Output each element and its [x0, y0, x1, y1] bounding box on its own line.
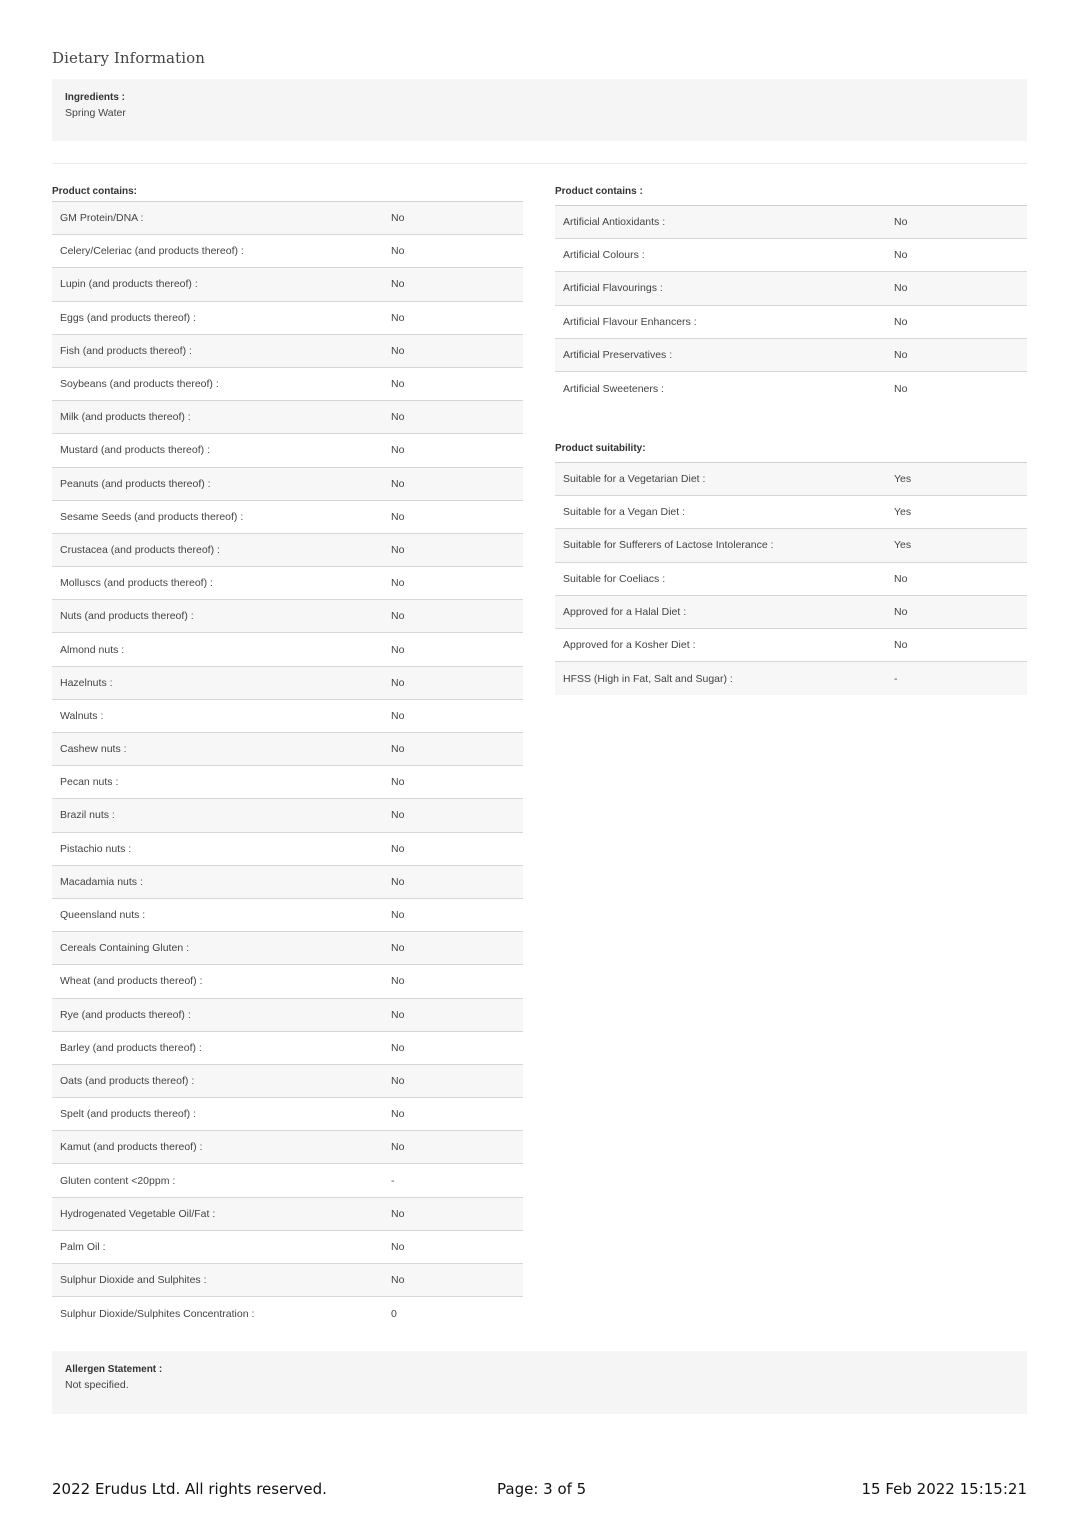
table-row [52, 600, 523, 633]
table-row [52, 1297, 523, 1330]
table-row [52, 633, 523, 666]
row-value: No [391, 809, 405, 822]
table-row [52, 866, 523, 899]
row-name: Artificial Antioxidants : [563, 216, 666, 229]
table-row [52, 999, 523, 1032]
row-value: No [894, 216, 908, 229]
row-name: Oats (and products thereof) : [60, 1074, 195, 1087]
table-row [52, 202, 523, 235]
row-name: Eggs (and products thereof) : [60, 311, 196, 324]
row-value: No [391, 676, 405, 689]
ingredients-label: Ingredients : [65, 92, 126, 103]
row-name: Hydrogenated Vegetable Oil/Fat : [60, 1207, 216, 1220]
table-row [555, 339, 1027, 372]
page-title: Dietary Information [52, 49, 206, 67]
table-row [52, 235, 523, 268]
row-name: Suitable for a Vegetarian Diet : [563, 473, 706, 486]
ingredients-box [52, 79, 1027, 141]
row-value: No [894, 315, 908, 328]
row-value: No [391, 643, 405, 656]
row-value: No [391, 1141, 405, 1154]
row-name: Crustacea (and products thereof) : [60, 543, 220, 556]
footer-timestamp: 15 Feb 2022 15:15:21 [861, 1480, 1027, 1498]
row-value: Yes [894, 473, 912, 486]
row-value: Yes [894, 506, 912, 519]
table-row [52, 1065, 523, 1098]
table-row [555, 463, 1027, 496]
row-value: Yes [894, 539, 912, 552]
row-value: - [894, 672, 898, 685]
row-value: No [391, 842, 405, 855]
suitability-label: Product suitability: [555, 443, 646, 454]
row-value: No [391, 477, 405, 490]
row-value: No [391, 1008, 405, 1021]
row-value: No [391, 1108, 405, 1121]
row-name: Soybeans (and products thereof) : [60, 378, 219, 391]
row-name: Celery/Celeriac (and products thereof) : [60, 245, 244, 258]
table-row [52, 1198, 523, 1231]
table-row [52, 368, 523, 401]
row-name: Sesame Seeds (and products thereof) : [60, 510, 244, 523]
footer-copyright: 2022 Erudus Ltd. All rights reserved. [52, 1480, 327, 1498]
table-row [52, 401, 523, 434]
row-value: No [391, 411, 405, 424]
table-row [52, 1131, 523, 1164]
row-name: Suitable for Sufferers of Lactose Intolerance : [563, 539, 774, 552]
table-row [555, 306, 1027, 339]
row-value: No [894, 348, 908, 361]
ingredients-value: Spring Water [65, 107, 126, 119]
row-name: Suitable for a Vegan Diet : [563, 506, 685, 519]
table-row [52, 733, 523, 766]
row-name: Queensland nuts : [60, 909, 146, 922]
table-row [555, 372, 1027, 405]
table-row [52, 302, 523, 335]
row-value: No [391, 610, 405, 623]
row-value: No [391, 909, 405, 922]
row-name: Pistachio nuts : [60, 842, 132, 855]
row-name: Wheat (and products thereof) : [60, 975, 203, 988]
row-name: Suitable for Coeliacs : [563, 572, 666, 585]
row-value: No [391, 875, 405, 888]
table-row [52, 799, 523, 832]
row-value: No [391, 212, 405, 225]
row-value: No [391, 1274, 405, 1287]
table-row [52, 468, 523, 501]
row-value: No [391, 776, 405, 789]
row-name: Mustard (and products thereof) : [60, 444, 210, 457]
row-name: Sulphur Dioxide and Sulphites : [60, 1274, 207, 1287]
row-value: No [391, 577, 405, 590]
table-row [52, 335, 523, 368]
table-row [52, 899, 523, 932]
row-name: Molluscs (and products thereof) : [60, 577, 213, 590]
row-value: No [391, 942, 405, 955]
row-name: Cereals Containing Gluten : [60, 942, 189, 955]
table-row [52, 1264, 523, 1297]
row-name: Lupin (and products thereof) : [60, 278, 198, 291]
table-row [555, 662, 1027, 695]
row-value: No [391, 378, 405, 391]
row-name: Macadamia nuts : [60, 875, 143, 888]
row-name: Barley (and products thereof) : [60, 1041, 202, 1054]
table-row [52, 434, 523, 467]
table-row [555, 206, 1027, 239]
row-name: Rye (and products thereof) : [60, 1008, 191, 1021]
row-value: No [391, 1041, 405, 1054]
section-divider [52, 163, 1027, 164]
table-row [52, 1231, 523, 1264]
row-name: Brazil nuts : [60, 809, 115, 822]
table-row [555, 563, 1027, 596]
row-name: Peanuts (and products thereof) : [60, 477, 211, 490]
table-row [52, 1032, 523, 1065]
row-name: Nuts (and products thereof) : [60, 610, 194, 623]
row-value: No [391, 245, 405, 258]
allergen-statement-label: Allergen Statement : [65, 1364, 163, 1375]
row-name: Kamut (and products thereof) : [60, 1141, 203, 1154]
row-name: Artificial Flavourings : [563, 282, 663, 295]
row-name: Hazelnuts : [60, 676, 113, 689]
row-name: Gluten content <20ppm : [60, 1174, 176, 1187]
table-row [52, 1164, 523, 1197]
row-name: Cashew nuts : [60, 743, 127, 756]
table-row [52, 567, 523, 600]
row-name: Fish (and products thereof) : [60, 344, 192, 357]
table-row [52, 534, 523, 567]
row-name: Approved for a Kosher Diet : [563, 639, 696, 652]
row-value: No [894, 282, 908, 295]
artificial-contains-table [555, 185, 1027, 405]
row-value: No [894, 249, 908, 262]
row-name: Artificial Preservatives : [563, 348, 673, 361]
row-value: No [391, 444, 405, 457]
table-row [555, 272, 1027, 305]
row-name: Artificial Flavour Enhancers : [563, 315, 697, 328]
row-value: No [391, 1207, 405, 1220]
suitability-table [555, 442, 1027, 695]
row-value: 0 [391, 1307, 397, 1320]
row-value: No [391, 344, 405, 357]
table-row [555, 496, 1027, 529]
row-name: Milk (and products thereof) : [60, 411, 191, 424]
row-value: No [391, 1074, 405, 1087]
row-name: Palm Oil : [60, 1240, 106, 1253]
table-row [52, 667, 523, 700]
table-row [52, 700, 523, 733]
table-row [52, 501, 523, 534]
row-name: Walnuts : [60, 709, 104, 722]
allergen-statement-box [52, 1351, 1027, 1414]
row-value: - [391, 1174, 395, 1187]
row-value: No [391, 743, 405, 756]
table-row [52, 932, 523, 965]
artificial-contains-label: Product contains : [555, 186, 643, 197]
row-value: No [391, 311, 405, 324]
row-value: No [391, 278, 405, 291]
allergen-contains-label: Product contains: [52, 186, 138, 197]
table-row [52, 1098, 523, 1131]
table-row [52, 965, 523, 998]
row-value: No [894, 572, 908, 585]
row-name: Artificial Colours : [563, 249, 645, 262]
table-row [555, 239, 1027, 272]
table-row [555, 596, 1027, 629]
table-row [555, 529, 1027, 562]
table-row [555, 629, 1027, 662]
row-name: Pecan nuts : [60, 776, 119, 789]
footer-page-number: Page: 3 of 5 [497, 1480, 587, 1498]
row-name: Sulphur Dioxide/Sulphites Concentration : [60, 1307, 255, 1320]
row-name: Approved for a Halal Diet : [563, 605, 687, 618]
table-row [52, 766, 523, 799]
row-value: No [391, 543, 405, 556]
allergen-statement-value: Not specified. [65, 1379, 129, 1391]
row-name: HFSS (High in Fat, Salt and Sugar) : [563, 672, 733, 685]
row-value: No [391, 1240, 405, 1253]
row-value: No [894, 639, 908, 652]
allergen-contains-table [52, 185, 523, 1330]
row-value: No [391, 510, 405, 523]
row-name: Spelt (and products thereof) : [60, 1108, 196, 1121]
row-name: Artificial Sweeteners : [563, 382, 664, 395]
row-name: Almond nuts : [60, 643, 125, 656]
row-name: GM Protein/DNA : [60, 212, 144, 225]
row-value: No [391, 975, 405, 988]
table-row [52, 268, 523, 301]
row-value: No [391, 709, 405, 722]
table-row [52, 833, 523, 866]
row-value: No [894, 605, 908, 618]
row-value: No [894, 382, 908, 395]
